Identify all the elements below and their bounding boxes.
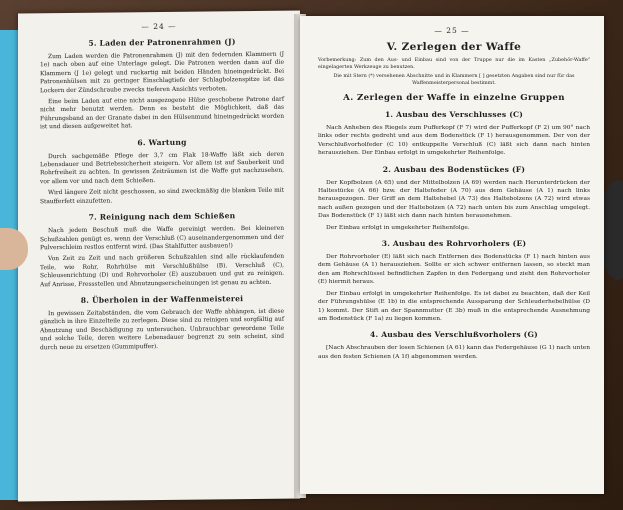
paragraph: In gewissen Zeitabständen, die vom Gebrauch der Waffe abhängen, ist diese gänzlich in ihre Einzelteile zu zerlegen. Diese sind zu reinigen und sorgfältig auf Abnutzung und Beschädigung zu untersuchen. Unbrauchbar gewordene Teile und solche Teile, deren weitere Lebensdauer begrenzt zu sein scheint, sind durch neue zu ersetzen (Gummipuffer). [40, 308, 284, 351]
preliminary-remark: Vorbemerkung: Zum den Aus- und Einbau sind von der Truppe nur die im Kasten „Zubehör-Waffe" eingelagerten Werkzeuge zu benutzen. [318, 57, 590, 70]
page-number: — 24 — [141, 21, 177, 32]
right-page [300, 16, 604, 494]
section-heading: 1. Ausbau des Verschlusses (C) [384, 110, 524, 119]
paragraph: Eine beim Laden auf eine nicht ausgezogene Hülse geschobene Patrone darf nicht mehr benutzt werden. Denn es besteht die Möglichkeit, daß das Führungsband an der Granate dabei in den Hülsenmund hineingedrückt worden ist und diesen aufgeweitet hat. [40, 96, 284, 131]
paragraph: Der Einbau erfolgt in umgekehrter Reihenfolge. Es ist dabei zu beachten, daß der Keil der Führungshülse (E 1b) in die entsprechende Aussparung der Schleuderhebelhülse (D 1) kommt. Der Stift an der Spannmutter (E 3b) muß in die entsprechende Ausnehmung am Bodenstück (F 1a) zu liegen kommen. [318, 290, 590, 322]
paragraph: Der Rohrvorholer (E) läßt sich nach Entfernen des Bodenstücks (F 1) nach hinten aus dem Gehäuse (A 1) herausziehen. Sollte er sich schwer entfernen lassen, so steckt man den am Rohrschlüssel befindlichen Zapfen in den Federgang und zieht den Rohrvorholer (E) hiermit heraus. [318, 254, 590, 286]
section-heading: 6. Wartung [137, 137, 187, 147]
section-heading: 4. Ausbau des Verschlußvorholers (G) [370, 330, 538, 340]
paragraph: Der Kopfbolzen (A 65) und der Mittelbolzen (A 69) werden nach Herunterdrücken der Haltestücke (A 66) bzw. der Haltefeder (A 70) aus dem Gehäuse (A 1) nach links herausgezogen. Der Griff an dem Haltehebel (A 73) des Haltebolzens (A 72) wird etwas nach außen gezogen und der Haltebolzen (A 72) nach unten bis zum Anschlag umgelegt. Das Bodenstück (F 1) läßt sich dann nach hinten herausnehmen. [318, 179, 590, 220]
paragraph: Durch sachgemäße Pflege der 3,7 cm Flak 18-Waffe läßt sich deren Lebensdauer und Betriebssicherheit steigern. Vor allem ist auf Sauberkeit und Rohrfreiheit zu achten. In gewissen Zeiträumen ist die Waffe gut nachzusehen, vor allem vor und nach dem Schießen. [40, 151, 284, 186]
paragraph: Von Zeit zu Zeit und nach größeren Schußzahlen sind alle rücklaufenden Teile, wie Rohr, Rohrhülse mit Verschlußhülse (B), Verschluß (C), Schleusenrichtung (D) und Rohrvorholer (E) auszubauen und gut zu reinigen. Auf Anrisse, Fressstellen und Abnutzungserscheinungen ist genau zu achten. [40, 254, 284, 288]
section-heading: 7. Reinigung nach dem Schießen [88, 211, 236, 222]
section-heading: 8. Überholen in der Waffenmeisterei [80, 294, 244, 305]
section-heading: 3. Ausbau des Rohrvorholers (E) [381, 239, 527, 249]
preliminary-remark-note: Die mit Stern (*) versehenen Abschnitte und in Klammern [ ] gesetzten Angaben sind nur für das Waffenmeisterpersonal bestimmt. [333, 73, 575, 86]
section-heading: 2. Ausbau des Bodenstückes (F) [382, 164, 526, 174]
section-heading: 5. Laden der Patronenrahmen (J) [88, 37, 236, 48]
page-number: — 25 — [434, 26, 470, 35]
paragraph: Zum Laden werden die Patronenrahmen (J) mit den federnden Klammern (J 1e) nach oben auf eine Unterlage gelegt. Die Patronen werden dann auf die Klammern (J 1e) gelegt und ruckartig mit beiden Händen hineingedrückt. Bei Patronenhülsen mit zu geringer Einschlagtiefe der Schlagbolzenspitze ist das Lockern der Zündschraube zwecks tieferen Ansichts verboten. [40, 51, 284, 94]
paragraph: Nach Anheben des Riegels zum Pufferkopf (F 7) wird der Pufferkopf (F 2) um 90° nach links oder rechts gedreht und aus dem Bodenstück (F 1) herausgenommen. Der von der Verschlußvorholfeder (C 10) entkuppelte Verschluß (C) läßt sich dann nach hinten herausziehen. Der Einbau erfolgt in umgekehrter Reihenfolge. [318, 125, 590, 157]
chapter-title: V. Zerlegen der Waffe [386, 41, 522, 53]
paragraph: [Nach Abschrauben der losen Schienen (A 61) kann das Federgehäuse (G 1) nach unten aus den festen Schienen (A 1f) abgenommen werden. [318, 345, 590, 360]
paragraph: Der Einbau erfolgt in umgekehrter Reihenfolge. [326, 224, 470, 231]
paragraph: Wird längere Zeit nicht geschossen, so sind zweckmäßig die blanken Teile mit Staufferfett einzufetten. [40, 187, 284, 205]
left-page [18, 11, 300, 502]
subchapter-title: A. Zerlegen der Waffe in einzelne Gruppen [343, 93, 565, 103]
paragraph: Nach jedem Beschuß muß die Waffe gereinigt werden. Bei kleineren Schußzahlen genügt es, wenn der Verschluß (C) auseinandergenommen und der Pulverschleim restlos entfernt wird. (Das Stahlfutter ausbauen!) [40, 225, 284, 252]
